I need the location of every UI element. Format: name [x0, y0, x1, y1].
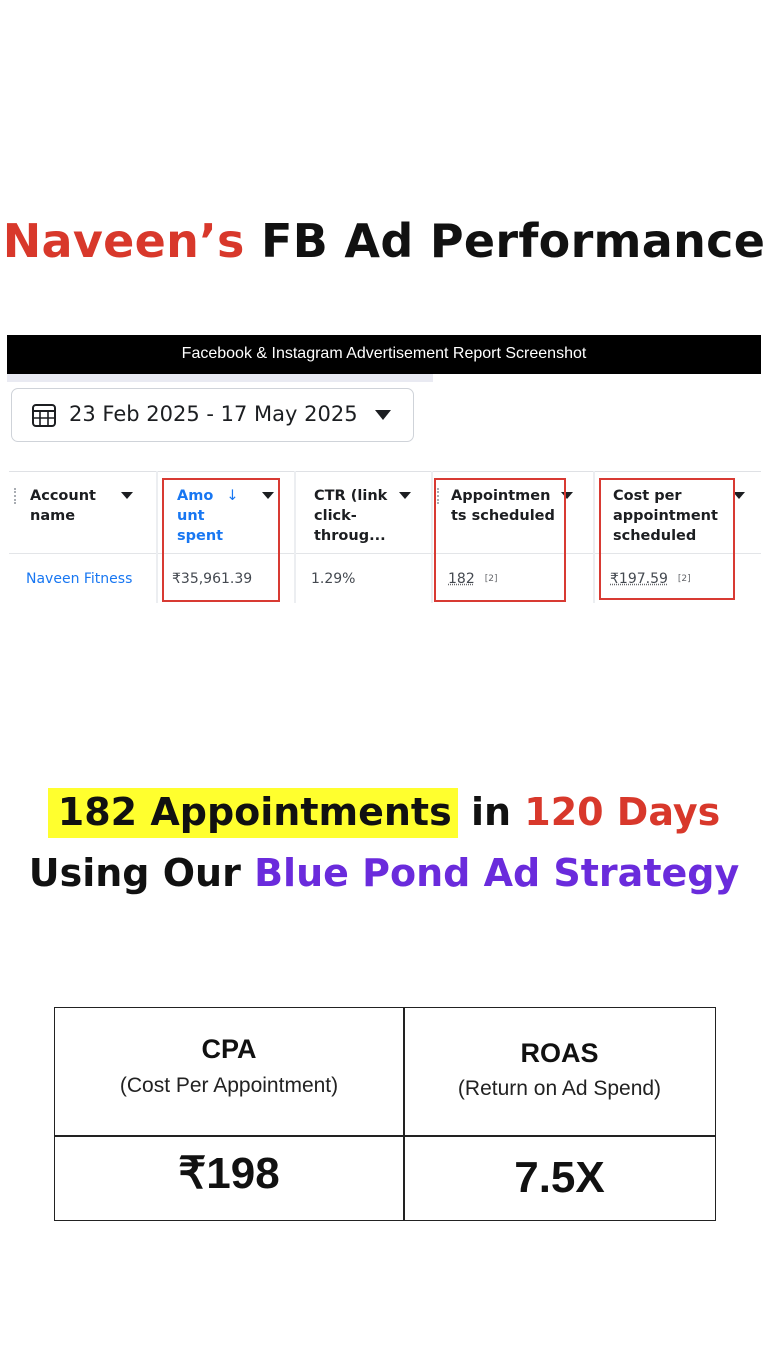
- strategy-name: Blue Pond Ad Strategy: [254, 851, 740, 895]
- highlight-box-amount: [162, 478, 280, 602]
- appointments-value[interactable]: 182: [448, 571, 475, 587]
- column-header-ctr[interactable]: [314, 486, 387, 546]
- header-line: throug...: [314, 528, 386, 544]
- header-line: click-: [314, 508, 357, 524]
- highlight-box-appointments: [434, 478, 566, 602]
- column-header-account[interactable]: [30, 486, 96, 526]
- header-line: ts scheduled: [451, 508, 555, 524]
- header-line: spent: [177, 528, 224, 544]
- column-menu-caret-icon[interactable]: [121, 492, 133, 499]
- headline-rest: FB Ad Performance: [261, 214, 766, 268]
- roas-title: ROAS: [520, 1038, 599, 1068]
- column-separator: [294, 471, 296, 603]
- using-our-text: Using Our: [28, 851, 241, 895]
- cost-value[interactable]: ₹197.59: [610, 571, 668, 587]
- drag-handle-icon[interactable]: [14, 488, 19, 504]
- appointments-note: [2]: [484, 574, 498, 584]
- strategy-headline: [0, 851, 768, 895]
- column-menu-caret-icon[interactable]: [399, 492, 411, 499]
- header-line: Cost per: [613, 488, 682, 504]
- sort-desc-icon[interactable]: ↓: [226, 488, 239, 504]
- header-line: appointment: [613, 508, 718, 524]
- amount-spent-cell: ₹35,961.39: [172, 571, 253, 587]
- header-line: Account: [30, 488, 96, 504]
- headline-name: Naveen’s: [2, 214, 245, 268]
- days-text: 120 Days: [524, 790, 721, 834]
- report-banner: Facebook & Instagram Advertisement Report Screenshot: [7, 335, 761, 374]
- appointments-count-highlight: 182 Appointments: [48, 788, 458, 838]
- cpa-value: ₹198: [178, 1149, 280, 1198]
- appointments-headline: [0, 790, 768, 834]
- stats-table-horizontal-divider: [54, 1135, 716, 1137]
- roas-value: 7.5X: [514, 1153, 605, 1202]
- column-separator: [593, 471, 595, 603]
- cpa-subtitle: (Cost Per Appointment): [119, 1074, 339, 1097]
- account-name-link[interactable]: Naveen Fitness: [26, 571, 133, 587]
- header-line: unt: [177, 508, 205, 524]
- page-headline: [0, 214, 768, 268]
- highlight-box-cost: [599, 478, 735, 600]
- date-dropdown-caret-icon[interactable]: [375, 410, 391, 420]
- cpa-title: CPA: [201, 1034, 257, 1064]
- date-range-text: 23 Feb 2025 - 17 May 2025: [69, 402, 358, 426]
- header-line: scheduled: [613, 528, 697, 544]
- table-top-border: [9, 471, 761, 472]
- header-line: Appointmen: [451, 488, 551, 504]
- roas-subtitle: (Return on Ad Spend): [457, 1077, 662, 1100]
- header-line: CTR (link: [314, 488, 388, 504]
- calendar-icon: [31, 402, 57, 428]
- shadow-strip: [7, 374, 433, 382]
- column-separator: [431, 471, 433, 603]
- cost-note: [2]: [677, 574, 691, 584]
- ctr-cell: 1.29%: [311, 571, 356, 587]
- in-word: in: [470, 790, 512, 834]
- header-line: name: [30, 508, 76, 524]
- header-line: Amo: [177, 488, 214, 504]
- column-separator: [156, 471, 158, 603]
